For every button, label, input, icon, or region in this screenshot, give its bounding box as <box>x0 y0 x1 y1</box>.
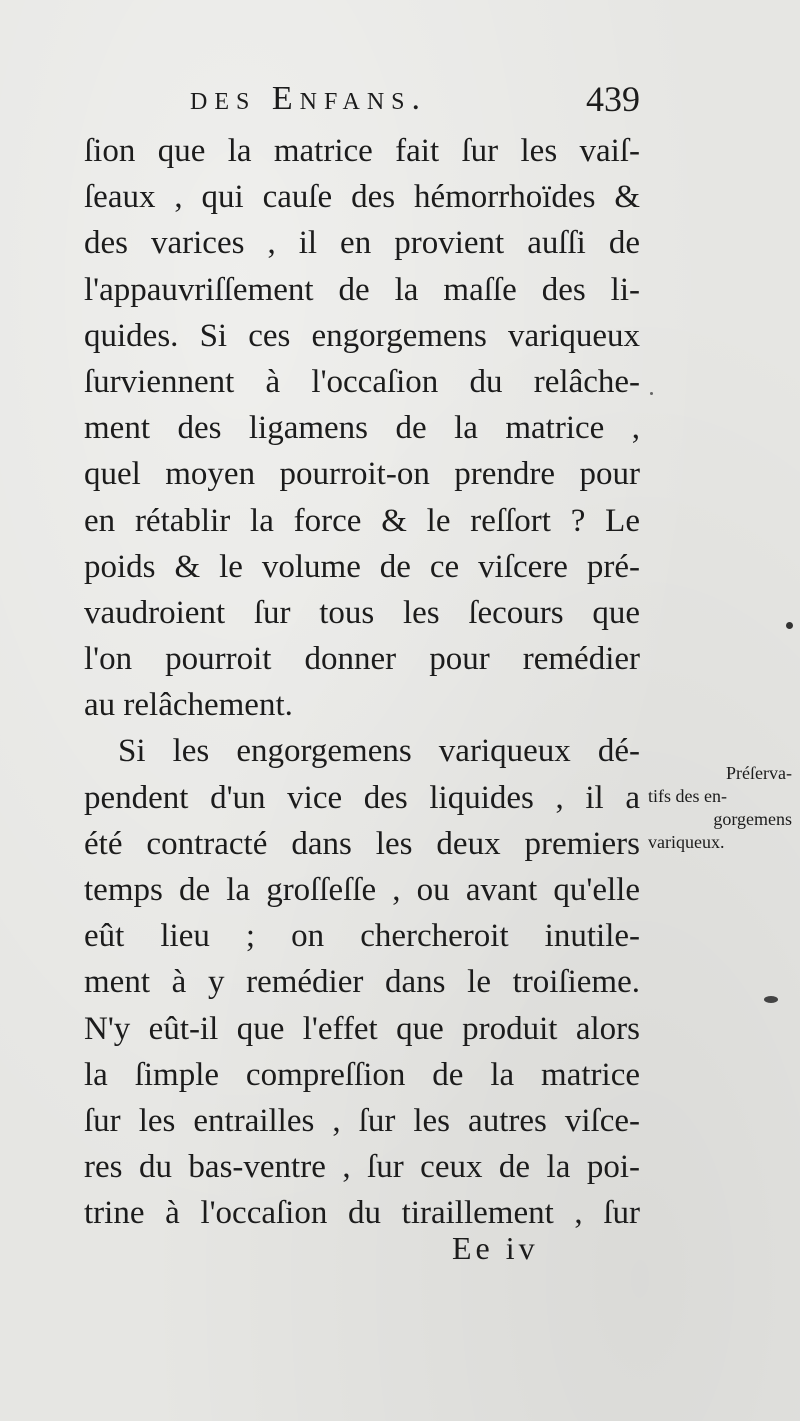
text-line: vaudroient ſur tous les ſecours que <box>84 594 640 631</box>
ink-speck <box>764 996 778 1003</box>
text-line: eût lieu ; on chercheroit inutile- <box>84 918 640 955</box>
margin-note-line: tifs des en- <box>648 786 727 806</box>
ink-speck <box>786 622 793 629</box>
text-line: pendent d'un vice des liquides , il a <box>84 779 640 816</box>
ink-speck <box>650 392 653 395</box>
text-line: ment à y remédier dans le troiſieme. <box>84 964 640 1001</box>
text-line: en rétablir la force & le reſſort ? Le <box>84 502 640 539</box>
text-line: la ſimple compreſſion de la matrice <box>84 1056 640 1093</box>
text-line: temps de la groſſeſſe , ou avant qu'elle <box>84 872 640 908</box>
margin-note <box>648 762 798 854</box>
text-line: Si les engorgemens variqueux dé- <box>118 733 640 770</box>
text-line: ſur les entrailles , ſur les autres viſce- <box>84 1102 640 1139</box>
text-line: poids & le volume de ce viſcere pré- <box>84 548 640 585</box>
text-line: ſurviennent à l'occaſion du relâche- <box>84 363 640 400</box>
running-head: des Enfans. <box>190 80 428 117</box>
text-line: N'y eût-il que l'effet que produit alors <box>84 1010 640 1047</box>
text-line: l'on pourroit donner pour remédier <box>84 641 640 678</box>
signature-mark: Ee iv <box>452 1230 539 1266</box>
margin-note-line: Préſerva- <box>726 763 792 783</box>
text-line: été contracté dans les deux premiers <box>84 825 640 862</box>
margin-note-line: gorgemens <box>713 809 792 829</box>
text-line: quides. Si ces engorgemens variqueux <box>84 317 640 354</box>
text-line: ſeaux , qui cauſe des hémorrhoïdes & <box>84 179 640 216</box>
text-line: ſion que la matrice fait ſur les vaiſ- <box>84 133 640 169</box>
text-line: quel moyen pourroit-on prendre pour <box>84 456 640 493</box>
margin-note-line: variqueux. <box>648 832 725 852</box>
text-line: l'appauvriſſement de la maſſe des li- <box>84 271 640 308</box>
text-line: des varices , il en provient auſſi de <box>84 225 640 262</box>
text-line: res du bas-ventre , ſur ceux de la poi- <box>84 1149 640 1186</box>
body-text <box>84 128 640 1237</box>
text-line: trine à l'occaſion du tiraillement , ſur <box>84 1195 640 1232</box>
page-number: 439 <box>586 79 640 119</box>
text-line: au relâchement. <box>84 687 293 724</box>
text-line: ment des ligamens de la matrice , <box>84 410 640 447</box>
page-header <box>190 72 640 122</box>
